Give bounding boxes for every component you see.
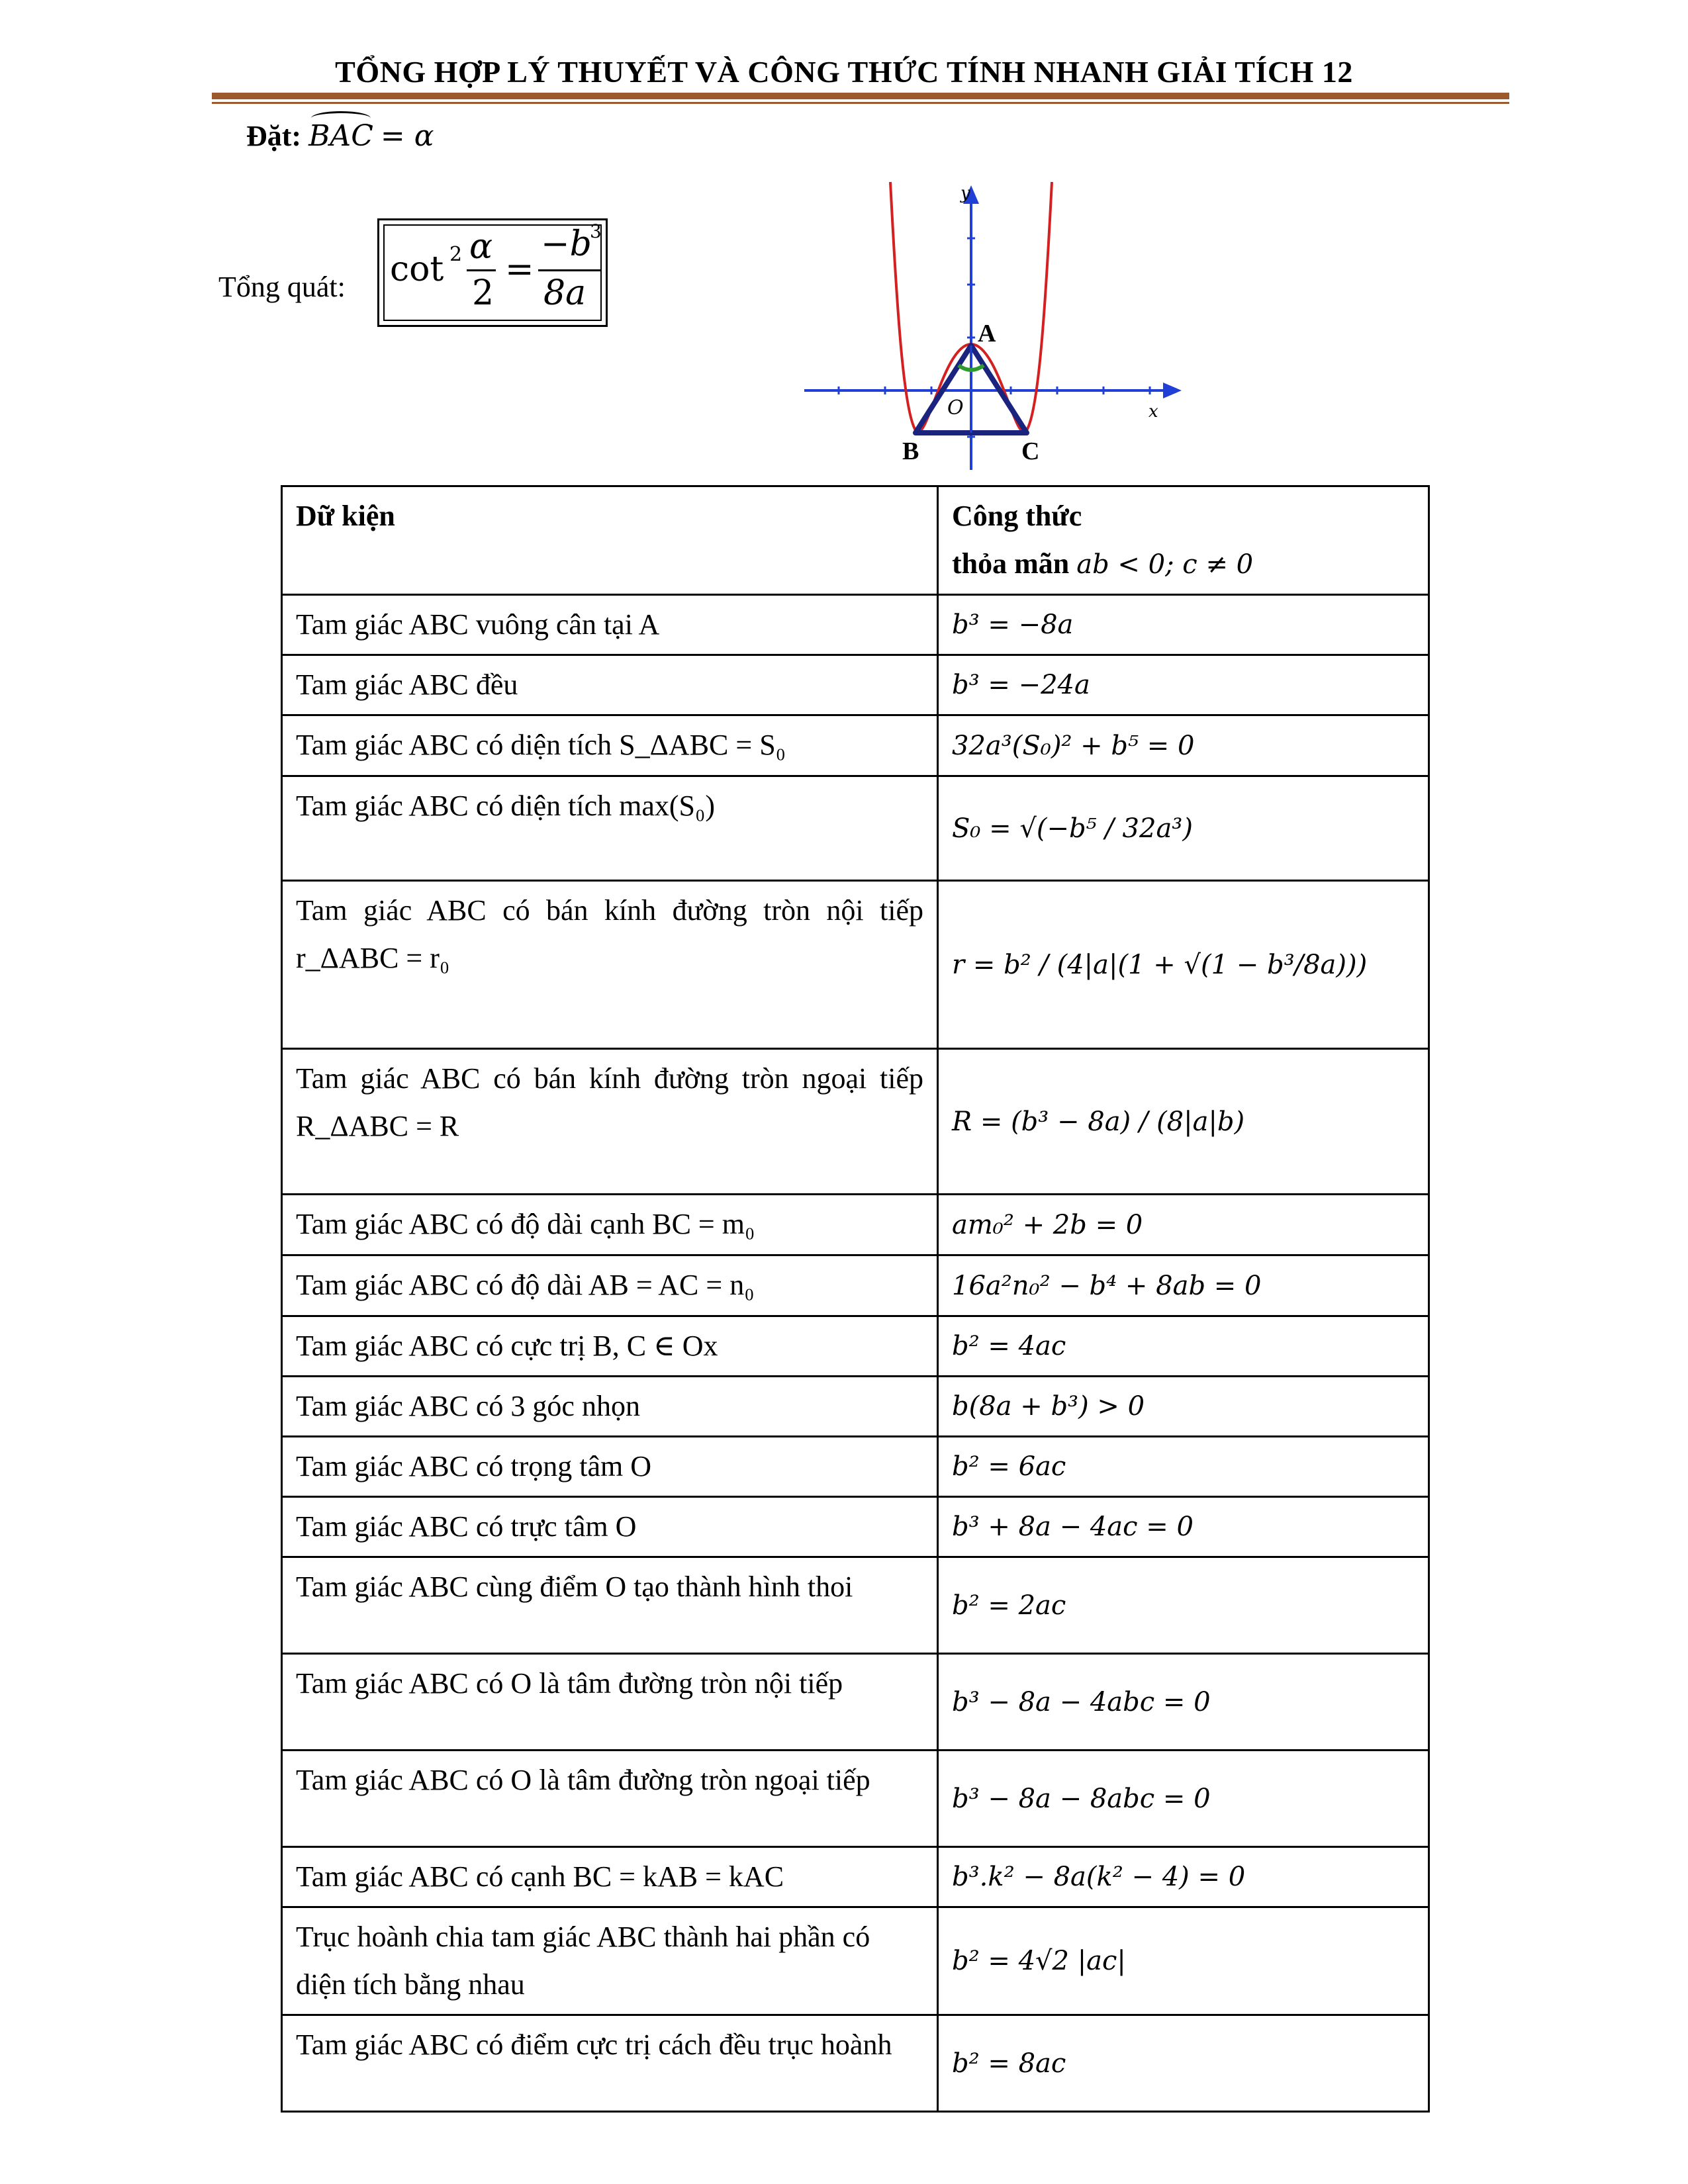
col2-header: Công thức thỏa mãn ab < 0; c ≠ 0	[938, 486, 1429, 595]
formula-cell: r = b² / (4|a|(1 + √(1 − b³/8a)))	[938, 881, 1429, 1049]
formula-cell: b³ + 8a − 4ac = 0	[938, 1497, 1429, 1557]
formula-cell: b² = 6ac	[938, 1437, 1429, 1497]
formula-cell: 32a³(S₀)² + b⁵ = 0	[938, 715, 1429, 776]
table-row	[282, 776, 1429, 881]
condition-cell: Trục hoành chia tam giác ABC thành hai phần có diện tích bằng nhau	[282, 1907, 938, 2015]
table-row	[282, 1907, 1429, 2015]
formula-frac-bar-2	[538, 269, 600, 271]
condition-cell: Tam giác ABC có 3 góc nhọn	[282, 1377, 938, 1437]
table-row	[282, 1195, 1429, 1255]
formula-cell: b² = 2ac	[938, 1557, 1429, 1654]
formula-den: 8a	[543, 273, 586, 313]
table-row	[282, 1751, 1429, 1847]
formula-cell: am₀² + 2b = 0	[938, 1195, 1429, 1255]
formula-cell: b³ − 8a − 8abc = 0	[938, 1751, 1429, 1847]
formula-cell: S₀ = √(−b⁵ / 32a³)	[938, 776, 1429, 881]
formula-frac-bar-1	[467, 269, 496, 271]
condition-cell: Tam giác ABC có cực trị B, C ∈ Ox	[282, 1316, 938, 1377]
formula-cell: R = (b³ − 8a) / (8|a|b)	[938, 1049, 1429, 1195]
formula-cell: b² = 4√2 |ac|	[938, 1907, 1429, 2015]
formula-num: −b	[541, 224, 592, 264]
formula-cot-sup: 2	[449, 243, 463, 266]
point-c-label: C	[1021, 437, 1040, 465]
condition-cell: Tam giác ABC có độ dài AB = AC = n₀	[282, 1255, 938, 1316]
header-rule-thin	[212, 102, 1509, 104]
formula-alpha: α	[469, 227, 493, 267]
table-row	[282, 2015, 1429, 2112]
table-row	[282, 1377, 1429, 1437]
point-b-label: B	[902, 437, 919, 465]
formula-cell: b³ = −24a	[938, 655, 1429, 715]
formula-cell: b² = 8ac	[938, 2015, 1429, 2112]
condition-cell: Tam giác ABC có diện tích max(S₀)	[282, 776, 938, 881]
formula-cell: b³ − 8a − 4abc = 0	[938, 1654, 1429, 1751]
condition-cell: Tam giác ABC có bán kính đường tròn ngoại tiếp R_ΔABC = R	[282, 1049, 938, 1195]
x-axis-arrow	[1163, 383, 1182, 398]
condition-cell: Tam giác ABC có trọng tâm O	[282, 1437, 938, 1497]
formula-table	[281, 485, 1430, 2113]
formula-cell: 16a²n₀² − b⁴ + 8ab = 0	[938, 1255, 1429, 1316]
table-row	[282, 1049, 1429, 1195]
dat-label: Đặt:	[246, 120, 302, 152]
dat-line	[246, 119, 434, 153]
table-row	[282, 1557, 1429, 1654]
formula-cell: b³ = −8a	[938, 595, 1429, 655]
condition-cell: Tam giác ABC có bán kính đường tròn nội tiếp r_ΔABC = r₀	[282, 881, 938, 1049]
table-row	[282, 1437, 1429, 1497]
condition-cell: Tam giác ABC có độ dài cạnh BC = m₀	[282, 1195, 938, 1255]
formula-cell: b(8a + b³) > 0	[938, 1377, 1429, 1437]
table-row	[282, 1497, 1429, 1557]
condition-cell: Tam giác ABC có điểm cực trị cách đều trục hoành	[282, 2015, 938, 2112]
table-row	[282, 1847, 1429, 1907]
table-row	[282, 1255, 1429, 1316]
condition-cell: Tam giác ABC có O là tâm đường tròn ngoại tiếp	[282, 1751, 938, 1847]
header-rule-thick	[212, 93, 1509, 99]
condition-cell: Tam giác ABC có cạnh BC = kAB = kAC	[282, 1847, 938, 1907]
quartic-graph-figure	[798, 179, 1195, 477]
x-axis-label: x	[1149, 402, 1158, 422]
condition-cell: Tam giác ABC có trực tâm O	[282, 1497, 938, 1557]
col1-header: Dữ kiện	[282, 486, 938, 595]
angle-bac-rest: = α	[380, 119, 434, 153]
condition-cell: Tam giác ABC đều	[282, 655, 938, 715]
condition-cell: Tam giác ABC vuông cân tại A	[282, 595, 938, 655]
table-row	[282, 715, 1429, 776]
table-row	[282, 881, 1429, 1049]
condition-cell: Tam giác ABC có O là tâm đường tròn nội tiếp	[282, 1654, 938, 1751]
table-row	[282, 655, 1429, 715]
page-header-title: TỔNG HỢP LÝ THUYẾT VÀ CÔNG THỨC TÍNH NHANH GIẢI TÍCH 12	[335, 55, 1353, 89]
table-header-row	[282, 486, 1429, 595]
formula-two: 2	[472, 273, 494, 313]
formula-num-sup: 3	[590, 220, 602, 242]
origin-label: O	[947, 396, 964, 420]
table-row	[282, 1316, 1429, 1377]
angle-bac: BAC	[308, 119, 373, 153]
formula-cell: b² = 4ac	[938, 1316, 1429, 1377]
y-axis-label: y	[961, 183, 970, 203]
formula-cell: b³.k² − 8a(k² − 4) = 0	[938, 1847, 1429, 1907]
condition-cell: Tam giác ABC có diện tích S_ΔABC = S₀	[282, 715, 938, 776]
table-row	[282, 1654, 1429, 1751]
condition-cell: Tam giác ABC cùng điểm O tạo thành hình thoi	[282, 1557, 938, 1654]
table-row	[282, 595, 1429, 655]
formula-cot: cot	[390, 250, 444, 289]
general-label: Tổng quát:	[218, 271, 346, 303]
formula-eq: =	[505, 250, 534, 289]
general-formula-box	[377, 218, 608, 327]
point-a-label: A	[978, 320, 996, 347]
